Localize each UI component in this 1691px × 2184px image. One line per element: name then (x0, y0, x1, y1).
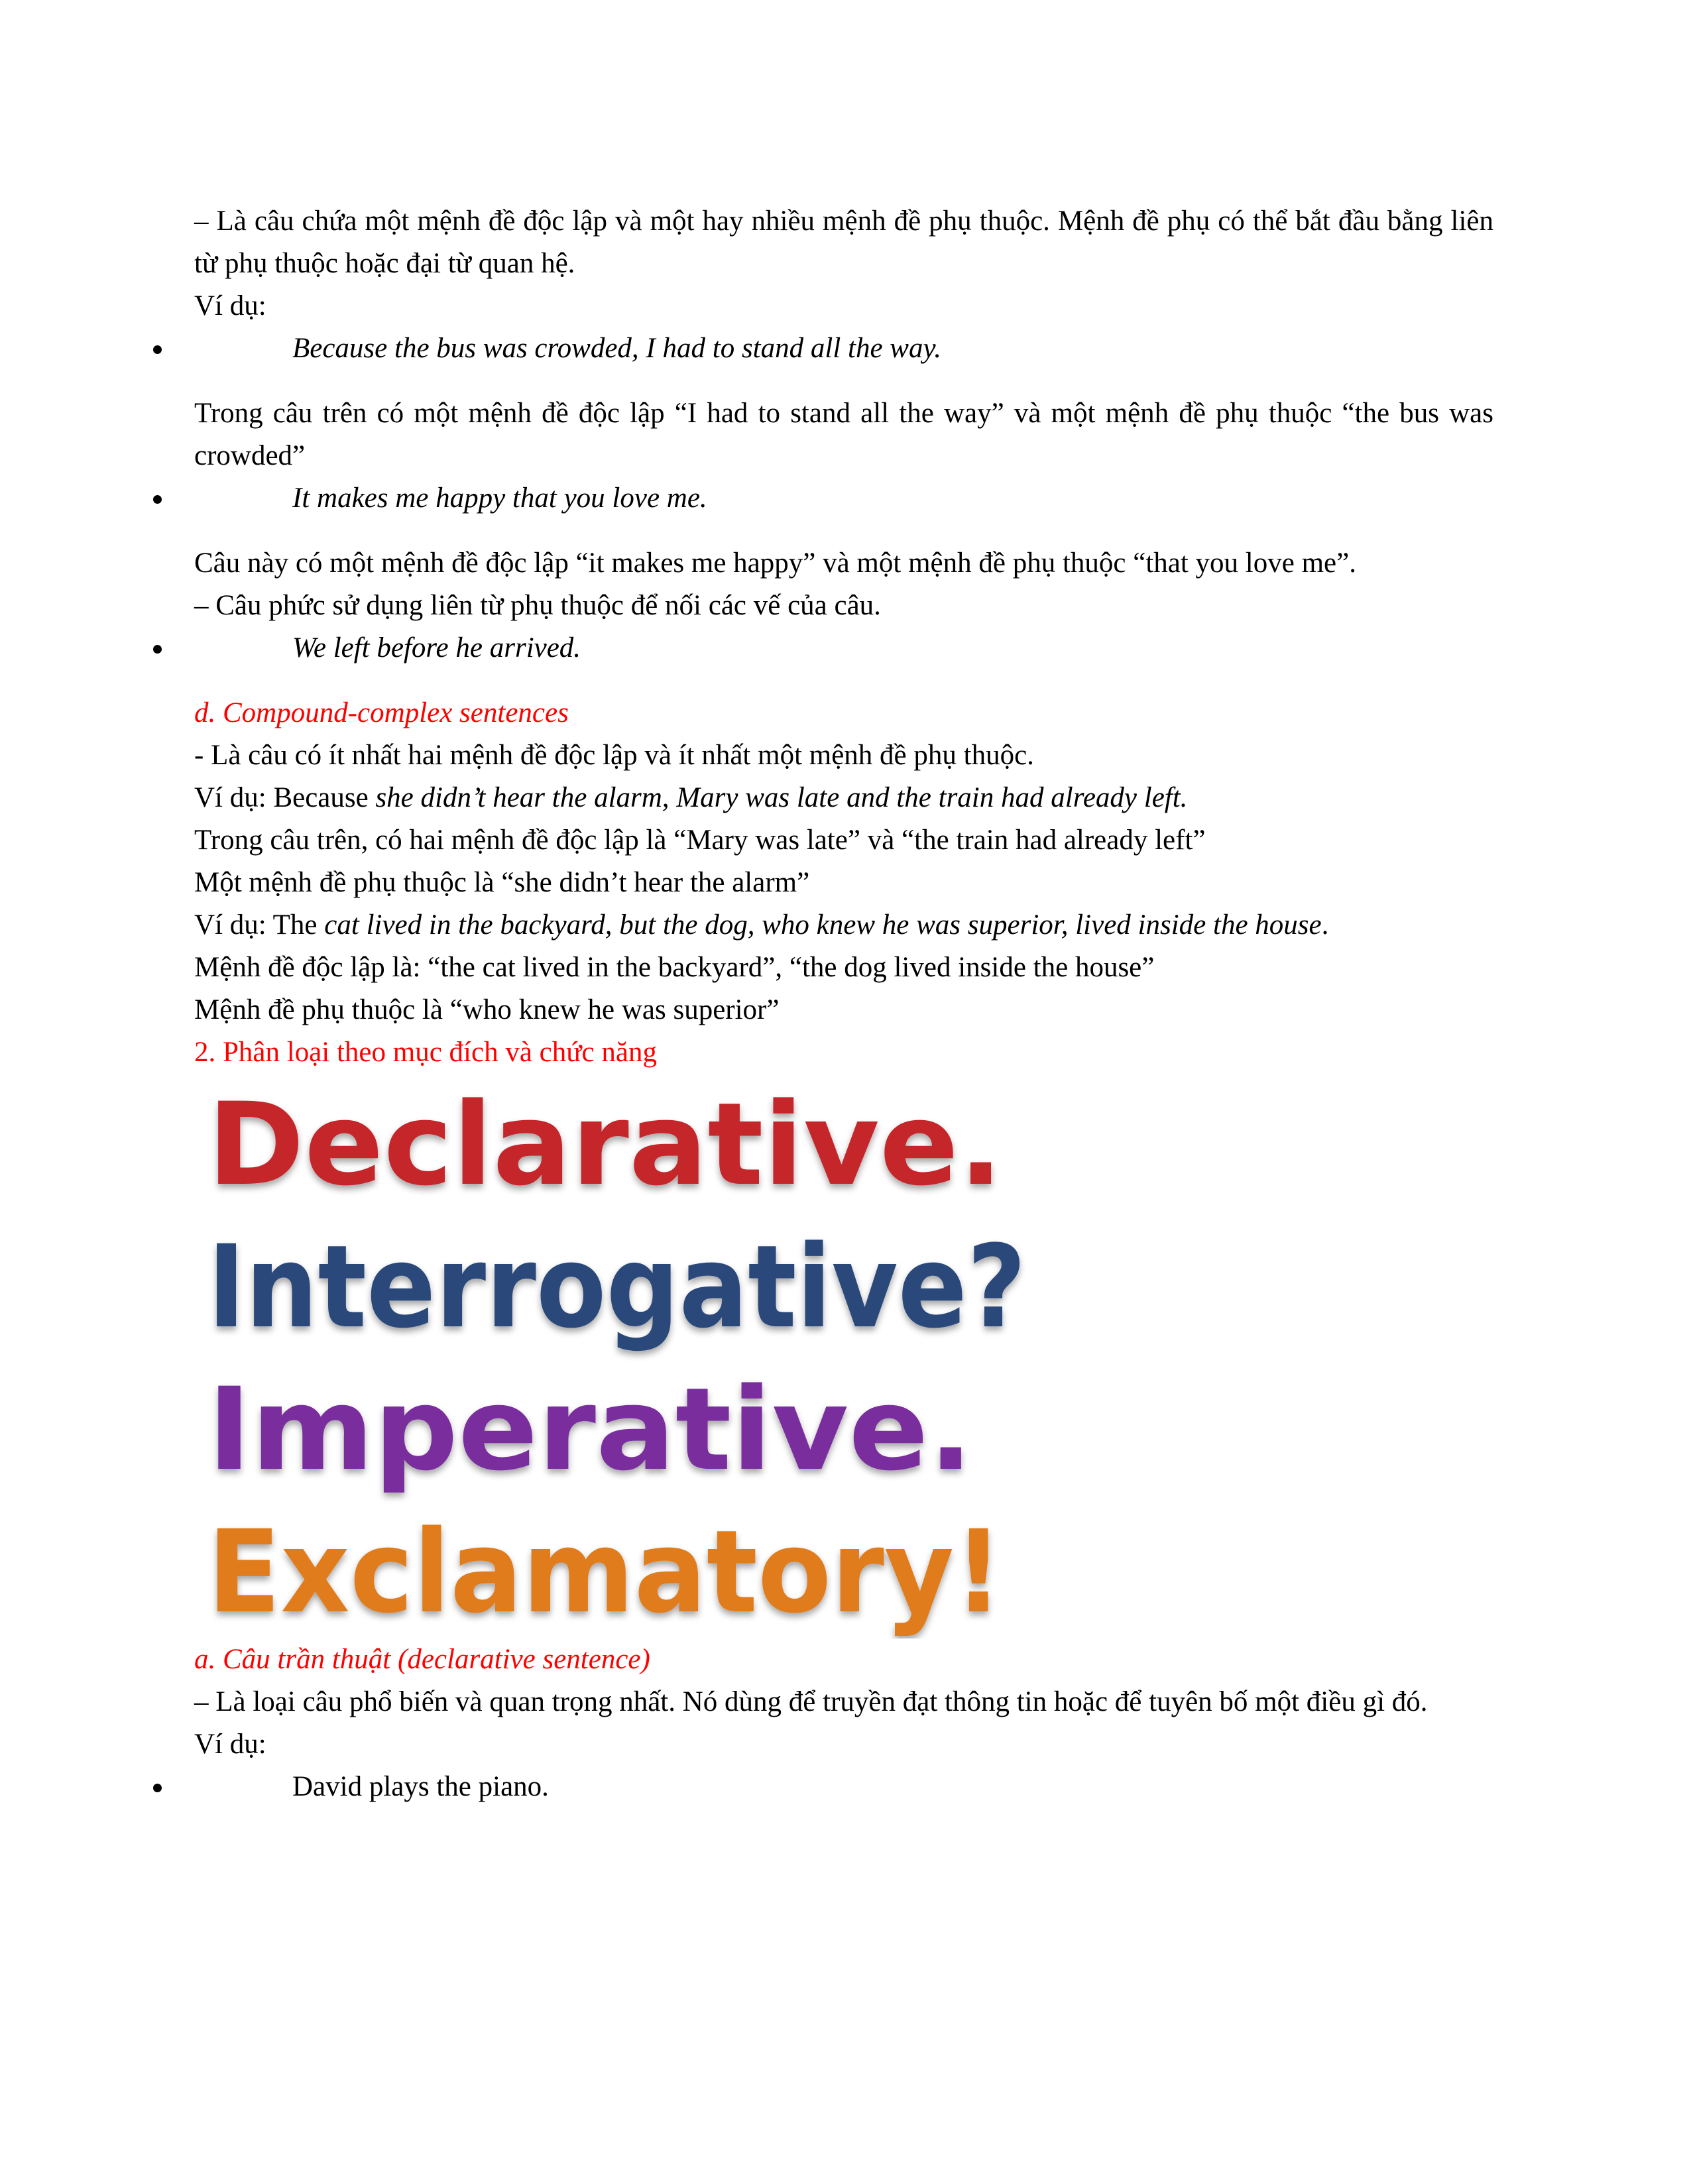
section-heading-compound-complex: d. Compound-complex sentences (194, 697, 569, 728)
section-heading-declarative: a. Câu trần thuật (declarative sentence) (194, 1644, 650, 1675)
bullet-example-2 (194, 477, 1493, 520)
sentence-types-image (207, 1091, 1044, 1638)
example-italic: cat lived in the backyard, but the dog, who knew he was superior, lived inside the house (324, 909, 1322, 941)
explanation-2: Câu này có một mệnh đề độc lập “it makes me happy” và một mệnh đề phụ thuộc “that you love me”. (194, 547, 1356, 579)
example-italic: she didn’t hear the alarm, Mary was late and the train had already left. (375, 782, 1188, 813)
compound-complex-definition: - Là câu có ít nhất hai mệnh đề độc lập và ít nhất một mệnh đề phụ thuộc. (194, 740, 1034, 771)
word-interrogative: Interrogative? (207, 1220, 1026, 1353)
bullet-icon (153, 1784, 162, 1792)
compound-complex-example-2 (194, 904, 1493, 947)
bullet-example-1 (194, 327, 1493, 370)
intro-definition: – Là câu chứa một mệnh đề độc lập và một hay nhiều mệnh đề phụ thuộc. Mệnh đề phụ có thể bắt đầu bằng liên từ phụ thuộc hoặc đại từ quan hệ. (194, 205, 1493, 279)
compound-complex-explain-2b: Mệnh đề phụ thuộc là “who knew he was superior” (194, 994, 780, 1025)
compound-complex-explain-2a: Mệnh đề độc lập là: “the cat lived in the backyard”, “the dog lived inside the house” (194, 952, 1155, 983)
compound-complex-explain-1b: Một mệnh đề phụ thuộc là “she didn’t hear the alarm” (194, 867, 810, 898)
example-prefix: Ví dụ: The (194, 909, 325, 941)
bullet-icon (153, 495, 162, 504)
conjunction-note: – Câu phức sử dụng liên từ phụ thuộc để nối các vế của câu. (194, 590, 881, 621)
compound-complex-example-1 (194, 777, 1493, 819)
declarative-example-label: Ví dụ: (194, 1729, 266, 1760)
bullet-example-declarative (194, 1766, 1493, 1808)
example-label: Ví dụ: (194, 290, 266, 321)
example-prefix: Ví dụ: Because (194, 782, 376, 813)
section-heading-purpose: 2. Phân loại theo mục đích và chức năng (194, 1037, 657, 1068)
bullet-icon (153, 645, 162, 654)
example-text: David plays the piano. (292, 1771, 549, 1802)
word-exclamatory: Exclamatory! (207, 1505, 1003, 1638)
bullet-example-3 (194, 627, 1493, 669)
word-imperative: Imperative. (207, 1363, 973, 1496)
bullet-icon (153, 345, 162, 354)
explanation-1: Trong câu trên có một mệnh đề độc lập “I had to stand all the way” và một mệnh đề phụ thuộc “the bus was crowded” (194, 398, 1493, 471)
example-text: We left before he arrived. (292, 632, 581, 663)
declarative-definition: – Là loại câu phổ biến và quan trọng nhất. Nó dùng để truyền đạt thông tin hoặc để tuyên bố một điều gì đó. (194, 1686, 1428, 1717)
example-text: Because the bus was crowded, I had to stand all the way. (292, 333, 941, 364)
compound-complex-explain-1a: Trong câu trên, có hai mệnh đề độc lập là “Mary was late” và “the train had already left” (194, 825, 1206, 856)
sentence-types-graphic (207, 1091, 1044, 1638)
example-end: . (1321, 909, 1329, 941)
word-declarative: Declarative. (207, 1091, 1003, 1211)
example-text: It makes me happy that you love me. (292, 483, 707, 514)
document-page (194, 200, 1493, 1808)
